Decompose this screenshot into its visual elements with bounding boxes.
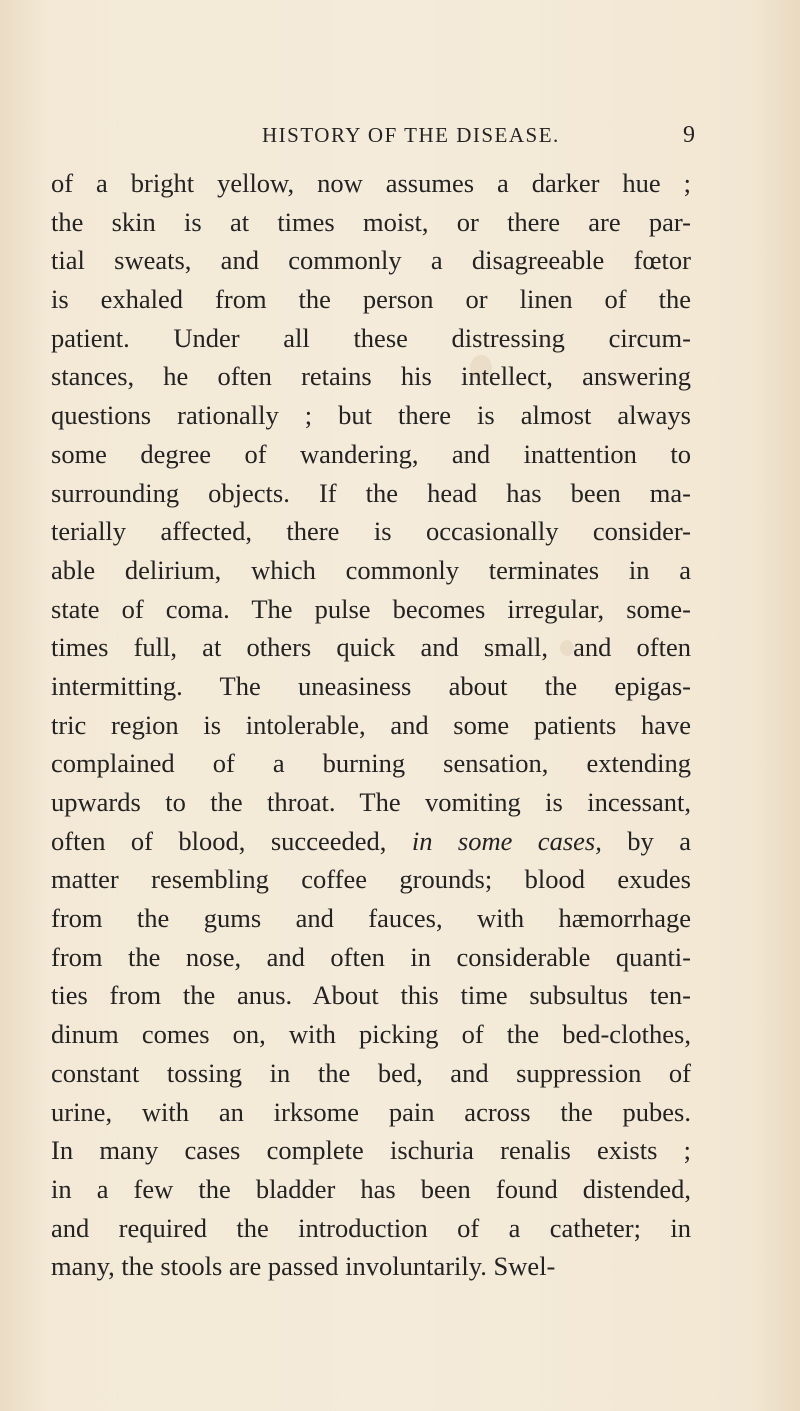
body-text (51, 164, 691, 1286)
text-line: In many cases complete ischuria renalis exists ; (51, 1135, 691, 1166)
text-line: in a few the bladder has been found distended, (51, 1173, 691, 1204)
text-line: of a bright yellow, now assumes a darker hue ; (51, 168, 691, 198)
text-segment: often of blood, succeeded, (51, 825, 412, 856)
text-line: upwards to the throat. The vomiting is incessant, (51, 787, 691, 817)
text-line-with-italic (51, 822, 691, 861)
text-line: is exhaled from the person or linen of the (51, 284, 691, 315)
text-line: from the nose, and often in considerable quanti- (51, 941, 691, 972)
page-header (0, 118, 800, 152)
text-line: and required the introduction of a catheter; in (51, 1212, 691, 1243)
text-line: many, the stools are passed involuntarily. Swel- (51, 1251, 556, 1282)
text-line: tric region is intolerable, and some patients have (51, 709, 691, 740)
text-line: from the gums and fauces, with hæmorrhage (51, 903, 691, 934)
italic-phrase: in some cases, (411, 825, 602, 856)
running-head: HISTORY OF THE DISEASE. (262, 123, 560, 147)
text-line: surrounding objects. If the head has been ma- (51, 477, 691, 508)
text-line: able delirium, which commonly terminates in a (51, 554, 691, 585)
text-line: the skin is at times moist, or there are par- (51, 206, 691, 237)
page-number: 9 (683, 122, 695, 148)
text-line: times full, at others quick and small, and often (51, 632, 691, 663)
text-line: constant tossing in the bed, and suppression of (51, 1057, 691, 1088)
text-line: matter resembling coffee grounds; blood exudes (51, 864, 691, 895)
text-line: tial sweats, and commonly a disagreeable fœtor (51, 245, 691, 276)
text-line: stances, he often retains his intellect, answering (51, 361, 691, 392)
text-line: patient. Under all these distressing circum- (51, 322, 691, 353)
text-line: intermitting. The uneasiness about the epigas- (51, 670, 691, 701)
text-line: dinum comes on, with picking of the bed-clothes, (51, 1019, 691, 1050)
text-line: urine, with an irksome pain across the pubes. (51, 1096, 691, 1127)
text-line: ties from the anus. About this time subsultus ten- (51, 980, 691, 1011)
text-line: some degree of wandering, and inattention to (51, 438, 691, 469)
text-line: state of coma. The pulse becomes irregular, some- (51, 593, 691, 624)
text-segment: by a (601, 825, 692, 856)
text-line: questions rationally ; but there is almost always (51, 400, 691, 431)
text-line: complained of a burning sensation, extending (51, 748, 691, 779)
text-line: terially affected, there is occasionally consider- (51, 516, 691, 547)
